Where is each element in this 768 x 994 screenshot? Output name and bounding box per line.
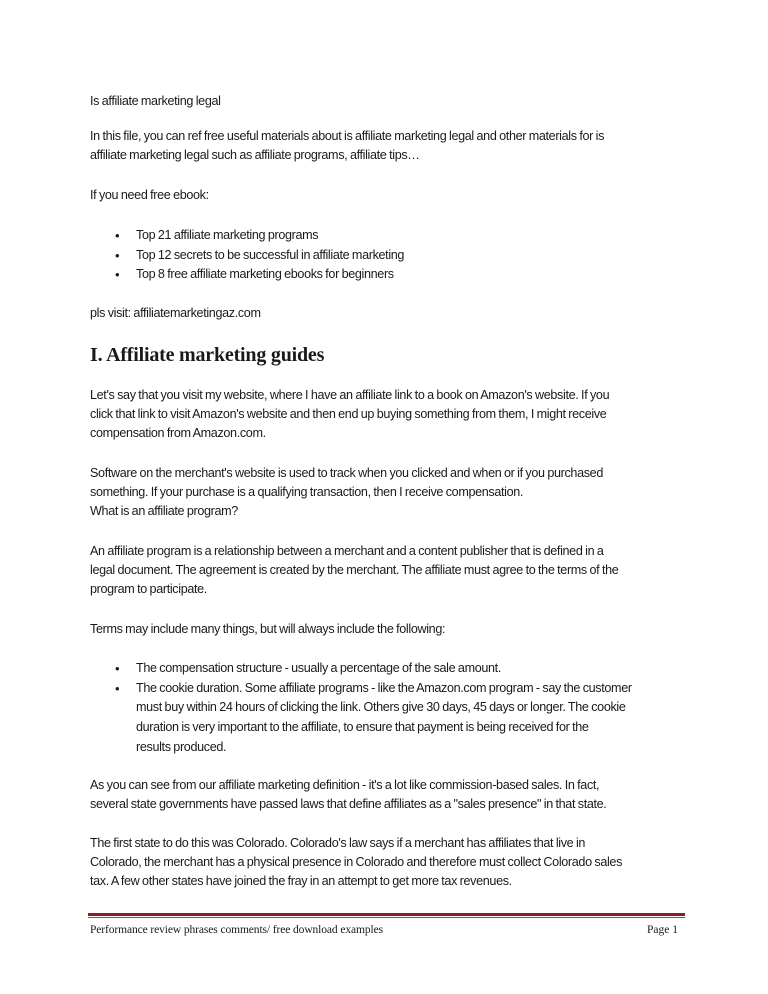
footer-divider-thin	[88, 917, 685, 918]
list-item: • Top 21 affiliate marketing programs	[136, 226, 696, 246]
ebook-list	[136, 226, 696, 285]
intro-paragraph	[90, 127, 690, 165]
list-item-line: results produced.	[136, 739, 227, 754]
terms-list	[136, 659, 696, 758]
list-item: • Top 8 free affiliate marketing ebooks for beginners	[136, 265, 696, 285]
paragraph-line: Colorado, the merchant has a physical presence in Colorado and therefore must collect Colorado sales	[90, 855, 623, 870]
paragraph-line: What is an affiliate program?	[90, 504, 238, 519]
list-item	[136, 679, 696, 758]
paragraph-line: several state governments have passed laws that define affiliates as a "sales presence" in that state.	[90, 797, 607, 812]
ebook-prompt	[90, 186, 690, 205]
section-heading: I. Affiliate marketing guides	[90, 344, 325, 366]
paragraph-line: program to participate.	[90, 582, 207, 597]
paragraph-line: click that link to visit Amazon's website and then end up buying something from them, I might receive	[90, 407, 607, 422]
list-item-line: must buy within 24 hours of clicking the link. Others give 30 days, 45 days or longer. The cookie	[136, 700, 626, 715]
paragraph-line: Let's say that you visit my website, where I have an affiliate link to a book on Amazon's website. If you	[90, 388, 610, 402]
terms-intro-text: Terms may include many things, but will always include the following:	[90, 622, 446, 636]
paragraph-4	[90, 776, 690, 814]
footer-text: Performance review phrases comments/ free download examples	[90, 924, 383, 936]
paragraph-line: something. If your purchase is a qualifying transaction, then I receive compensation.	[90, 485, 524, 500]
list-item: • The compensation structure - usually a percentage of the sale amount.	[136, 659, 696, 679]
doc-title-line	[90, 92, 690, 111]
paragraph-line: The first state to do this was Colorado. Colorado's law says if a merchant has affiliates that live in	[90, 836, 586, 850]
page-number: Page 1	[647, 924, 678, 936]
list-item: • Top 12 secrets to be successful in affiliate marketing	[136, 246, 696, 266]
paragraph-line: legal document. The agreement is created by the merchant. The affiliate must agree to the terms of the	[90, 563, 619, 578]
visit-line	[90, 304, 690, 323]
paragraph-2	[90, 464, 690, 522]
intro-line: affiliate marketing legal such as affiliate programs, affiliate tips…	[90, 148, 420, 163]
paragraph-3	[90, 542, 690, 600]
paragraph-line: As you can see from our affiliate marketing definition - it's a lot like commission-based sales. In fact,	[90, 778, 600, 792]
list-item-line: • The cookie duration. Some affiliate programs - like the Amazon.com program - say the customer	[136, 680, 632, 695]
paragraph-5	[90, 834, 690, 892]
paragraph-line: tax. A few other states have joined the fray in an attempt to get more tax revenues.	[90, 874, 512, 889]
paragraph-line: Software on the merchant's website is used to track when you clicked and when or if you purchased	[90, 466, 603, 480]
ebook-prompt-text: If you need free ebook:	[90, 188, 209, 202]
paragraph-line: An affiliate program is a relationship between a merchant and a content publisher that is defined in a	[90, 544, 604, 558]
list-item-line: duration is very important to the affiliate, to ensure that payment is being received for the	[136, 720, 589, 735]
doc-title-text: Is affiliate marketing legal	[90, 94, 221, 108]
terms-intro	[90, 620, 690, 639]
visit-text: pls visit: affiliatemarketingaz.com	[90, 306, 261, 320]
intro-line: In this file, you can ref free useful materials about is affiliate marketing legal and other materials for is	[90, 129, 605, 143]
footer-divider	[88, 913, 685, 916]
paragraph-1	[90, 386, 690, 444]
paragraph-line: compensation from Amazon.com.	[90, 426, 266, 441]
